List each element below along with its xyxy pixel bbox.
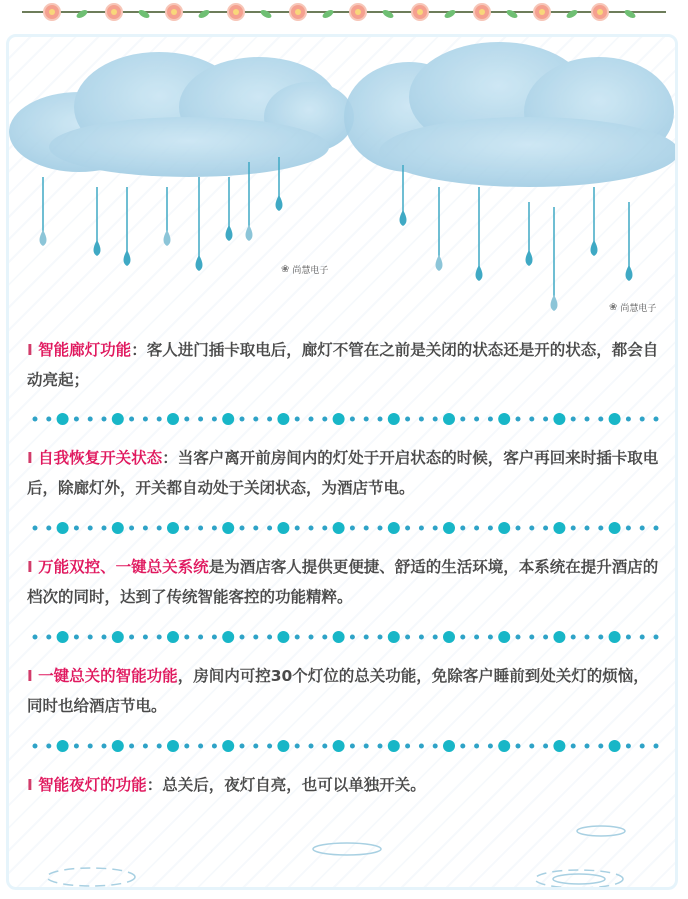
- dot-large: [553, 740, 565, 752]
- dot-large: [333, 522, 345, 534]
- watermark-right: [609, 301, 656, 314]
- raindrop-icon: [226, 225, 233, 241]
- dot-divider: [31, 736, 667, 756]
- dot-small: [350, 744, 355, 749]
- dot-small: [571, 526, 576, 531]
- content-card: [6, 34, 678, 890]
- dot-small: [598, 635, 603, 640]
- dot-small: [529, 635, 534, 640]
- dot-small: [322, 526, 327, 531]
- dot-small: [267, 417, 272, 422]
- dot-large: [277, 413, 289, 425]
- dot-small: [198, 635, 203, 640]
- raindrop-icon: [436, 255, 443, 271]
- dot-small: [460, 526, 465, 531]
- flower-center: [49, 9, 55, 15]
- dot-small: [405, 744, 410, 749]
- dot-small: [253, 526, 258, 531]
- raindrop-icon: [124, 250, 131, 266]
- dot-small: [598, 526, 603, 531]
- dot-small: [350, 526, 355, 531]
- dot-large: [277, 522, 289, 534]
- flower-center: [479, 9, 485, 15]
- dot-small: [585, 635, 590, 640]
- dot-small: [626, 635, 631, 640]
- dot-small: [460, 417, 465, 422]
- feature-title: 自我恢复开关状态: [38, 449, 163, 467]
- dot-small: [88, 417, 93, 422]
- dot-divider: [31, 409, 667, 429]
- dot-small: [240, 417, 245, 422]
- flower-center: [597, 9, 603, 15]
- flower-center: [417, 9, 423, 15]
- dot-small: [571, 417, 576, 422]
- dot-large: [609, 740, 621, 752]
- dot-small: [33, 635, 38, 640]
- chat-icon: ❀: [609, 302, 618, 313]
- dot-small: [33, 526, 38, 531]
- leaf-icon: [137, 8, 150, 19]
- dot-large: [167, 631, 179, 643]
- dot-small: [46, 635, 51, 640]
- dot-large: [388, 740, 400, 752]
- dot-divider: [31, 627, 667, 647]
- dot-small: [640, 526, 645, 531]
- bullet-bar: I: [27, 667, 39, 685]
- dot-small: [364, 744, 369, 749]
- dot-small: [295, 744, 300, 749]
- dot-small: [543, 417, 548, 422]
- dot-small: [640, 417, 645, 422]
- feature-paragraph: [27, 335, 663, 395]
- dot-small: [212, 417, 217, 422]
- dot-large: [277, 740, 289, 752]
- flower-garland: [0, 0, 688, 26]
- dot-small: [88, 635, 93, 640]
- dot-small: [516, 635, 521, 640]
- dot-large: [609, 522, 621, 534]
- bullet-bar: I: [27, 449, 39, 467]
- dot-small: [516, 744, 521, 749]
- dot-small: [654, 744, 659, 749]
- dot-large: [553, 522, 565, 534]
- dot-small: [198, 526, 203, 531]
- raindrop-icon: [246, 225, 253, 241]
- dot-small: [240, 635, 245, 640]
- dot-small: [102, 744, 107, 749]
- dot-small: [378, 635, 383, 640]
- dot-small: [143, 744, 148, 749]
- dot-large: [498, 522, 510, 534]
- flower-center: [233, 9, 239, 15]
- dot-small: [474, 526, 479, 531]
- dot-small: [350, 635, 355, 640]
- dot-small: [129, 526, 134, 531]
- dot-small: [460, 635, 465, 640]
- watermark-text: 尚慧电子: [292, 266, 329, 276]
- dot-large: [443, 631, 455, 643]
- dot-small: [157, 417, 162, 422]
- dot-small: [433, 417, 438, 422]
- dot-small: [253, 744, 258, 749]
- dot-small: [626, 744, 631, 749]
- dot-small: [33, 417, 38, 422]
- dot-small: [46, 526, 51, 531]
- dot-small: [184, 526, 189, 531]
- dot-large: [167, 740, 179, 752]
- dot-small: [322, 635, 327, 640]
- dot-small: [585, 744, 590, 749]
- dot-small: [102, 526, 107, 531]
- feature-paragraph: [27, 661, 663, 721]
- raindrop-icon: [400, 210, 407, 226]
- dot-small: [74, 417, 79, 422]
- dot-small: [405, 526, 410, 531]
- feature-title: 万能双控、一键总关系统: [38, 558, 209, 576]
- feature-sep: ：: [131, 341, 147, 359]
- feature-title: 一键总关的智能功能: [38, 667, 178, 685]
- puddle: [313, 843, 381, 855]
- leaf-icon: [259, 8, 272, 19]
- puddle: [535, 870, 623, 888]
- dot-small: [46, 744, 51, 749]
- dot-large: [222, 522, 234, 534]
- leaf-icon: [381, 8, 394, 19]
- dot-large: [388, 522, 400, 534]
- leaf-icon: [443, 8, 456, 19]
- leaf-icon: [505, 8, 518, 19]
- dot-small: [295, 526, 300, 531]
- dot-small: [129, 635, 134, 640]
- dot-small: [129, 417, 134, 422]
- dot-small: [654, 526, 659, 531]
- dot-large: [222, 413, 234, 425]
- dot-small: [433, 744, 438, 749]
- raindrop-icon: [476, 265, 483, 281]
- cloud-right: [344, 42, 675, 187]
- leaf-icon: [75, 8, 88, 19]
- feature-title: 智能廊灯功能: [38, 341, 132, 359]
- dot-small: [267, 635, 272, 640]
- dot-small: [543, 744, 548, 749]
- dot-small: [88, 526, 93, 531]
- dot-small: [543, 526, 548, 531]
- dot-small: [212, 635, 217, 640]
- dot-small: [184, 635, 189, 640]
- dot-small: [212, 526, 217, 531]
- dot-small: [460, 744, 465, 749]
- dot-small: [184, 744, 189, 749]
- feature-title: 智能夜灯的功能: [38, 776, 147, 794]
- flower-center: [539, 9, 545, 15]
- dot-small: [529, 744, 534, 749]
- dot-small: [74, 635, 79, 640]
- dot-large: [443, 413, 455, 425]
- raindrop-icon: [626, 265, 633, 281]
- dot-small: [129, 744, 134, 749]
- leaf-icon: [321, 8, 334, 19]
- dot-small: [102, 635, 107, 640]
- feature-body: 房间内可控30个灯位的总关功能，免除客户睡前到处关灯的烦恼，同时也给酒店节电。: [27, 667, 649, 715]
- dot-small: [488, 417, 493, 422]
- dot-small: [143, 417, 148, 422]
- dot-small: [364, 526, 369, 531]
- dot-large: [112, 740, 124, 752]
- dot-large: [222, 631, 234, 643]
- leaf-icon: [197, 8, 210, 19]
- bullet-bar: I: [27, 341, 39, 359]
- puddle: [47, 868, 135, 886]
- dot-large: [498, 740, 510, 752]
- dot-small: [309, 635, 314, 640]
- dot-large: [333, 413, 345, 425]
- raindrop-icon: [276, 195, 283, 211]
- dot-small: [240, 744, 245, 749]
- dot-small: [198, 744, 203, 749]
- feature-paragraph: [27, 443, 663, 503]
- feature-body: 总关后，夜灯自亮，也可以单独开关。: [162, 776, 426, 794]
- dot-large: [498, 631, 510, 643]
- raindrop-icon: [94, 240, 101, 256]
- dot-small: [626, 417, 631, 422]
- dot-small: [405, 417, 410, 422]
- puddle: [577, 826, 625, 836]
- dot-small: [309, 744, 314, 749]
- dot-small: [419, 744, 424, 749]
- dot-large: [443, 740, 455, 752]
- dot-large: [57, 413, 69, 425]
- dot-small: [640, 635, 645, 640]
- dot-small: [212, 744, 217, 749]
- dot-small: [88, 744, 93, 749]
- dot-small: [157, 744, 162, 749]
- dot-large: [167, 413, 179, 425]
- dot-small: [488, 635, 493, 640]
- dot-small: [433, 526, 438, 531]
- feature-body: 是为酒店客人提供更便捷、舒适的生活环境，本系统在提升酒店的档次的同时，达到了传统智能客控的功能精粹。: [27, 558, 659, 606]
- dot-small: [405, 635, 410, 640]
- watermark-mid: [281, 263, 328, 276]
- dot-large: [167, 522, 179, 534]
- dot-small: [322, 417, 327, 422]
- dot-small: [529, 526, 534, 531]
- dot-small: [626, 526, 631, 531]
- dot-large: [57, 740, 69, 752]
- feature-body: 当客户离开前房间内的灯处于开启状态的时候，客户再回来时插卡取电后，除廊灯外，开关都自动处于关闭状态，为酒店节电。: [27, 449, 659, 497]
- dot-small: [378, 526, 383, 531]
- feature-sep: ：: [162, 449, 178, 467]
- dot-small: [654, 635, 659, 640]
- dot-small: [474, 635, 479, 640]
- leaf-icon: [623, 8, 636, 19]
- dot-small: [378, 417, 383, 422]
- puddles-illustration: [9, 807, 675, 890]
- dot-small: [640, 744, 645, 749]
- bullet-bar: I: [27, 776, 39, 794]
- dot-small: [419, 526, 424, 531]
- dot-small: [529, 417, 534, 422]
- dot-small: [378, 744, 383, 749]
- chat-icon: ❀: [281, 264, 290, 275]
- dot-small: [488, 526, 493, 531]
- watermark-text: 尚慧电子: [620, 304, 657, 314]
- dot-small: [157, 526, 162, 531]
- dot-small: [267, 526, 272, 531]
- dot-large: [553, 631, 565, 643]
- dot-small: [74, 744, 79, 749]
- dot-large: [112, 413, 124, 425]
- dot-small: [364, 417, 369, 422]
- dot-small: [585, 526, 590, 531]
- dot-small: [516, 417, 521, 422]
- raindrop-icon: [196, 255, 203, 271]
- dot-large: [498, 413, 510, 425]
- dot-large: [57, 522, 69, 534]
- dot-small: [253, 417, 258, 422]
- dot-large: [333, 740, 345, 752]
- dot-small: [295, 417, 300, 422]
- dot-small: [488, 744, 493, 749]
- dot-small: [309, 417, 314, 422]
- feature-sep: ：: [146, 776, 163, 794]
- dot-small: [543, 635, 548, 640]
- dot-small: [309, 526, 314, 531]
- feature-sep: ，: [177, 667, 194, 685]
- dot-large: [388, 413, 400, 425]
- raindrop-icon: [526, 250, 533, 266]
- dot-large: [112, 522, 124, 534]
- leaf-icon: [565, 8, 578, 19]
- feature-body: 客人进门插卡取电后，廊灯不管在之前是关闭的状态还是开的状态，都会自动亮起；: [27, 341, 659, 389]
- raindrop-icon: [551, 295, 558, 311]
- raindrop-icon: [591, 240, 598, 256]
- dot-small: [364, 635, 369, 640]
- dot-large: [57, 631, 69, 643]
- dot-large: [277, 631, 289, 643]
- dot-small: [295, 635, 300, 640]
- dot-small: [516, 526, 521, 531]
- dot-small: [143, 526, 148, 531]
- dot-small: [571, 635, 576, 640]
- dot-small: [33, 744, 38, 749]
- rain-clouds-illustration: [9, 37, 675, 327]
- dot-small: [267, 744, 272, 749]
- dot-small: [143, 635, 148, 640]
- flower-center: [111, 9, 117, 15]
- dot-small: [240, 526, 245, 531]
- feature-paragraph: [27, 770, 663, 800]
- dot-small: [598, 417, 603, 422]
- puddle: [553, 874, 605, 884]
- dot-small: [419, 417, 424, 422]
- cloud-left: [9, 52, 354, 177]
- dot-small: [598, 744, 603, 749]
- dot-small: [474, 744, 479, 749]
- dot-small: [102, 417, 107, 422]
- dot-large: [609, 413, 621, 425]
- dot-small: [46, 417, 51, 422]
- dot-large: [609, 631, 621, 643]
- dot-small: [433, 635, 438, 640]
- dot-small: [474, 417, 479, 422]
- dot-small: [350, 417, 355, 422]
- dot-large: [222, 740, 234, 752]
- dot-small: [322, 744, 327, 749]
- dot-small: [74, 526, 79, 531]
- raindrop-icon: [40, 230, 47, 246]
- feature-paragraph: [27, 552, 663, 612]
- dot-large: [333, 631, 345, 643]
- dot-small: [253, 635, 258, 640]
- dot-small: [419, 635, 424, 640]
- flower-center: [171, 9, 177, 15]
- dot-large: [112, 631, 124, 643]
- raindrop-icon: [164, 230, 171, 246]
- bullet-bar: I: [27, 558, 39, 576]
- dot-large: [443, 522, 455, 534]
- dot-divider: [31, 518, 667, 538]
- dot-small: [571, 744, 576, 749]
- dot-small: [184, 417, 189, 422]
- dot-small: [585, 417, 590, 422]
- flower-center: [295, 9, 301, 15]
- dot-small: [654, 417, 659, 422]
- dot-large: [388, 631, 400, 643]
- dot-small: [157, 635, 162, 640]
- dot-large: [553, 413, 565, 425]
- flower-center: [355, 9, 361, 15]
- dot-small: [198, 417, 203, 422]
